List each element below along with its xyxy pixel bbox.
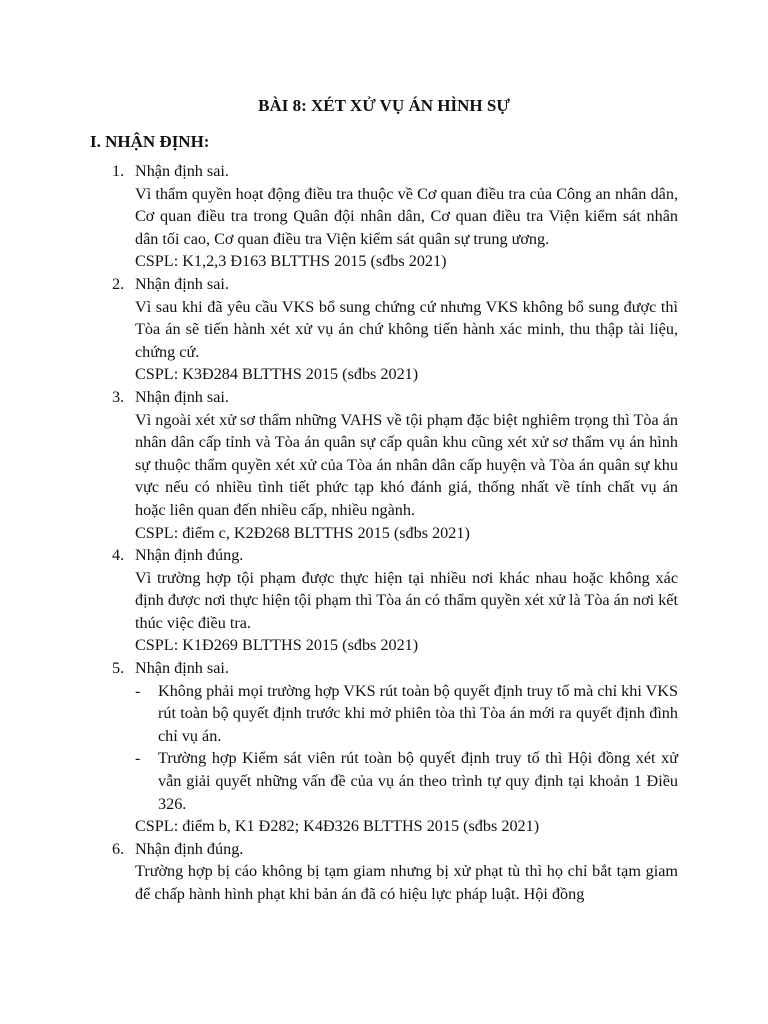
item-cspl: CSPL: K3Đ284 BLTTHS 2015 (sđbs 2021) (135, 365, 419, 384)
bullet-item-2 (135, 747, 678, 815)
item-explanation: Vì trường hợp tội phạm được thực hiện tại nhiều nơi khác nhau hoặc không xác định được nơi thực hiện tội phạm thì Tòa án có thẩm quyền xét xử là Tòa án nơi kết thúc việc điều tra. (135, 568, 678, 632)
item-explanation: Vì ngoài xét xử sơ thẩm những VAHS về tội phạm đặc biệt nghiêm trọng thì Tòa án nhân dân cấp tỉnh và Tòa án quân sự cấp quân khu cũng xét xử sơ thẩm vụ án hình sự thuộc thẩm quyền xét xử của Tòa án nhân dân cấp huyện và Tòa án quân sự khu vực nếu có nhiều tình tiết phức tạp khó đánh giá, thống nhất về tính chất vụ án hoặc liên quan đến nhiều cấp, nhiều ngành. (135, 410, 678, 519)
item-verdict: Nhận định sai. (135, 659, 229, 678)
item-cspl: CSPL: K1Đ269 BLTTHS 2015 (sđbs 2021) (135, 636, 419, 655)
item-verdict: Nhận định đúng. (135, 546, 244, 565)
document-title: BÀI 8: XÉT XỬ VỤ ÁN HÌNH SỰ (258, 96, 510, 115)
statement-item-5 (90, 657, 678, 838)
item-verdict: Nhận định sai. (135, 162, 229, 180)
bullet-item-1 (135, 680, 678, 748)
item-explanation: Trường hợp bị cáo không bị tạm giam nhưng bị xử phạt tù thì họ chỉ bắt tạm giam để chấp hành hình phạt khi bản án đã có hiệu lực pháp luật. Hội đồng (135, 862, 678, 903)
item-verdict: Nhận định sai. (135, 274, 229, 293)
item-explanation: Vì sau khi đã yêu cầu VKS bổ sung chứng cứ nhưng VKS không bổ sung được thì Tòa án sẽ tiến hành xét xử vụ án chứ không tiến hành xác minh, thu thập tài liệu, chứng cứ. (135, 297, 678, 361)
item-cspl: CSPL: điểm c, K2Đ268 BLTTHS 2015 (sđbs 2021) (135, 523, 470, 542)
statement-item-4 (90, 544, 678, 657)
item-number: 4. (112, 546, 125, 565)
item-cspl: CSPL: điểm b, K1 Đ282; K4Đ326 BLTTHS 2015 (sđbs 2021) (135, 817, 540, 836)
dash-marker: - (135, 749, 141, 768)
statement-item-3 (90, 386, 678, 544)
item-verdict: Nhận định đúng. (135, 839, 244, 858)
statement-item-1 (90, 160, 678, 273)
statement-list (90, 160, 678, 906)
item-number: 2. (112, 274, 125, 293)
bullet-list (135, 680, 678, 816)
statement-item-6 (90, 838, 678, 906)
item-number: 6. (112, 839, 125, 858)
dash-marker: - (135, 681, 141, 700)
item-cspl: CSPL: K1,2,3 Đ163 BLTTHS 2015 (sđbs 2021) (135, 252, 447, 271)
bullet-text: Không phải mọi trường hợp VKS rút toàn bộ quyết định truy tố mà chỉ khi VKS rút toàn bộ quyết định trước khi mở phiên tòa thì Tòa án mới ra quyết định đình chỉ vụ án. (158, 681, 678, 745)
item-explanation: Vì thẩm quyền hoạt động điều tra thuộc về Cơ quan điều tra của Công an nhân dân, Cơ quan điều tra trong Quân đội nhân dân, Cơ quan điều tra Viện kiểm sát nhân dân tối cao, Cơ quan điều tra Viện kiểm sát quân sự trung ương. (135, 184, 678, 248)
section-heading: I. NHẬN ĐỊNH: (90, 132, 210, 151)
item-number: 5. (112, 659, 125, 678)
bullet-text: Trường hợp Kiểm sát viên rút toàn bộ quyết định truy tố thì Hội đồng xét xử vẫn giải quyết những vấn đề của vụ án theo trình tự quy định tại khoản 1 Điều 326. (158, 749, 678, 813)
item-verdict: Nhận định sai. (135, 387, 229, 406)
statement-item-2 (90, 273, 678, 386)
item-number: 3. (112, 387, 125, 406)
item-number: 1. (112, 162, 125, 180)
